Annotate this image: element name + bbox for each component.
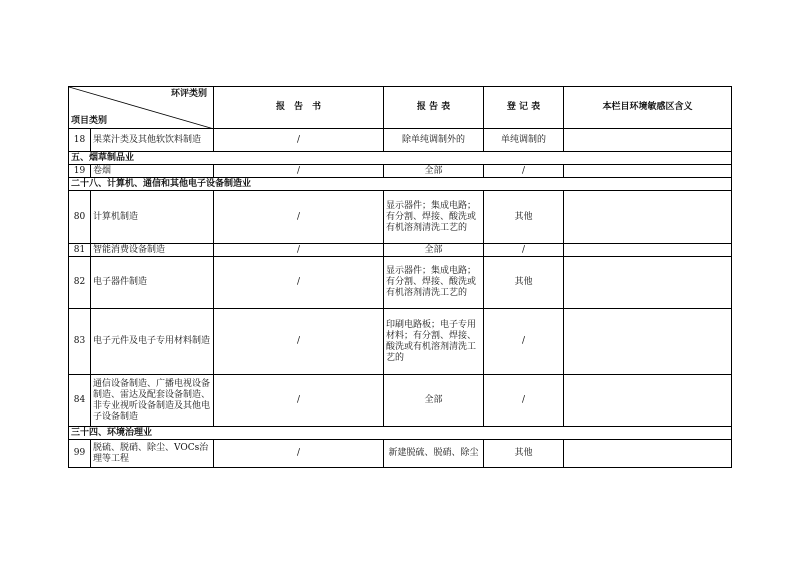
row-number: 83 — [69, 309, 91, 375]
report-form-cell: 新建脱硫、脱硝、除尘 — [384, 440, 484, 468]
report-form-cell: 显示器件；集成电路；有分割、焊接、酸洗或有机溶剂清洗工艺的 — [384, 191, 484, 244]
registration-cell: / — [484, 309, 564, 375]
registration-cell: / — [484, 165, 564, 178]
row-number: 18 — [69, 129, 91, 152]
header-report-form: 报 告 表 — [384, 87, 484, 129]
row-number: 19 — [69, 165, 91, 178]
report-book-cell: / — [214, 129, 384, 152]
report-book-cell: / — [214, 191, 384, 244]
table-row — [69, 191, 732, 244]
project-name: 计算机制造 — [91, 191, 214, 244]
row-number: 82 — [69, 257, 91, 309]
project-name: 智能消费设备制造 — [91, 244, 214, 257]
classification-table — [68, 86, 732, 468]
report-book-cell: / — [214, 257, 384, 309]
section-title: 三十四、环境治理业 — [69, 427, 732, 440]
header-category-label: 环评类别 — [170, 89, 207, 99]
project-name: 卷烟 — [91, 165, 214, 178]
section-row — [69, 427, 732, 440]
section-row — [69, 178, 732, 191]
sensitive-cell — [564, 129, 732, 152]
sensitive-cell — [564, 244, 732, 257]
project-name: 通信设备制造、广播电视设备制造、雷达及配套设备制造、非专业视听设备制造及其他电子设备制造 — [91, 375, 214, 427]
report-form-cell: 全部 — [384, 244, 484, 257]
report-book-cell: / — [214, 244, 384, 257]
table-row — [69, 375, 732, 427]
row-number: 80 — [69, 191, 91, 244]
header-project-label: 项目类别 — [71, 116, 108, 126]
row-number: 81 — [69, 244, 91, 257]
report-form-cell: 印刷电路板；电子专用材料；有分割、焊接、酸洗或有机溶剂清洗工艺的 — [384, 309, 484, 375]
table-row — [69, 440, 732, 468]
row-number: 84 — [69, 375, 91, 427]
section-title: 二十八、计算机、通信和其他电子设备制造业 — [69, 178, 732, 191]
project-name: 电子器件制造 — [91, 257, 214, 309]
project-name: 果菜汁类及其他软饮料制造 — [91, 129, 214, 152]
sensitive-cell — [564, 440, 732, 468]
section-row — [69, 152, 732, 165]
sensitive-cell — [564, 309, 732, 375]
sensitive-cell — [564, 257, 732, 309]
report-form-cell: 全部 — [384, 165, 484, 178]
project-name: 脱硫、脱硝、除尘、VOCs治理等工程 — [91, 440, 214, 468]
project-name: 电子元件及电子专用材料制造 — [91, 309, 214, 375]
report-book-cell: / — [214, 309, 384, 375]
table-row — [69, 309, 732, 375]
sensitive-cell — [564, 165, 732, 178]
header-sensitive-area: 本栏目环境敏感区含义 — [564, 87, 732, 129]
header-report-book: 报 告 书 — [214, 87, 384, 129]
corner-header-cell — [69, 87, 214, 129]
row-number: 99 — [69, 440, 91, 468]
report-form-cell: 显示器件；集成电路；有分割、焊接、酸洗或有机溶剂清洗工艺的 — [384, 257, 484, 309]
section-title: 五、烟草制品业 — [69, 152, 732, 165]
table-row — [69, 129, 732, 152]
table-row — [69, 244, 732, 257]
registration-cell: 单纯调制的 — [484, 129, 564, 152]
table-row — [69, 165, 732, 178]
table-row — [69, 257, 732, 309]
registration-cell: / — [484, 375, 564, 427]
report-book-cell: / — [214, 375, 384, 427]
registration-cell: 其他 — [484, 191, 564, 244]
report-form-cell: 除单纯调制外的 — [384, 129, 484, 152]
registration-cell: 其他 — [484, 440, 564, 468]
report-form-cell: 全部 — [384, 375, 484, 427]
report-book-cell: / — [214, 165, 384, 178]
sensitive-cell — [564, 375, 732, 427]
header-row — [69, 87, 732, 129]
sensitive-cell — [564, 191, 732, 244]
header-registration: 登 记 表 — [484, 87, 564, 129]
report-book-cell: / — [214, 440, 384, 468]
registration-cell: 其他 — [484, 257, 564, 309]
registration-cell: / — [484, 244, 564, 257]
